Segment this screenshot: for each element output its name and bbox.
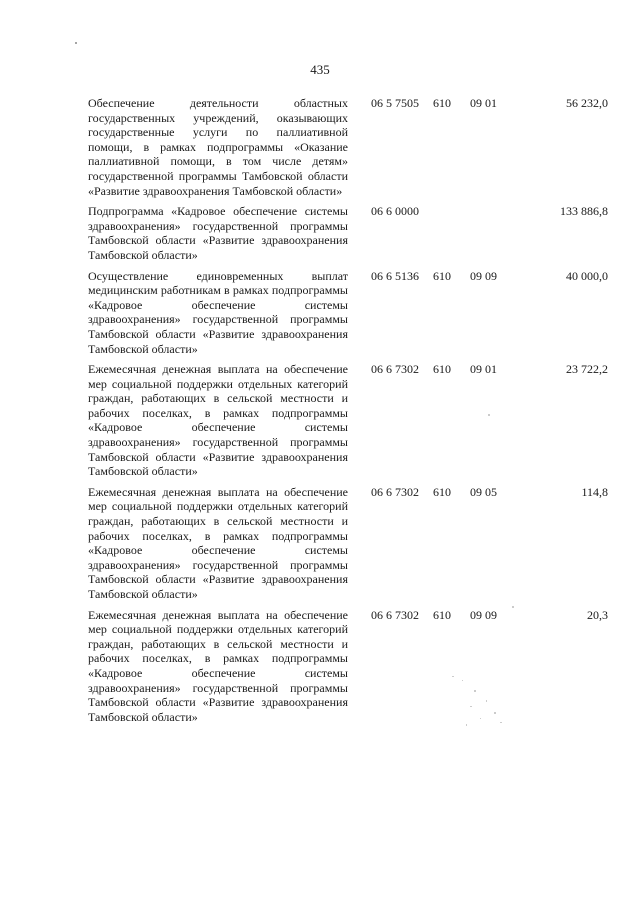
row-amount: 133 886,8: [560, 204, 608, 219]
table-row: [88, 362, 608, 479]
row-amount: 20,3: [587, 607, 608, 622]
scan-noise-dot: [462, 680, 463, 681]
scan-noise-dot: [452, 676, 454, 677]
row-target-code: 06 6 7302: [371, 362, 419, 377]
scan-speck: [75, 42, 77, 44]
row-section: 09 01: [470, 96, 497, 110]
scan-noise-dot: [488, 414, 490, 416]
table-row: [88, 96, 608, 198]
scan-noise-dot: [474, 690, 476, 692]
table-row: [88, 485, 608, 602]
budget-table: [88, 96, 608, 730]
table-row: [88, 204, 608, 262]
page-number: 435: [310, 62, 330, 77]
row-amount: 56 232,0: [566, 96, 608, 110]
row-description: Ежемесячная денежная выплата на обеспечение мер социальной поддержки отдельных категорий граждан, работающих в сельской местности и рабочих поселках, в рамках подпрограммы «Кадровое обеспечение системы здравоохранения» государственной программы Тамбовской области «Развитие здравоохранения Тамбовской области»: [88, 607, 348, 724]
row-section: 09 05: [470, 484, 497, 499]
row-expense-type: 610: [433, 484, 451, 499]
row-description: Ежемесячная денежная выплата на обеспечение мер социальной поддержки отдельных категорий граждан, работающих в сельской местности и рабочих поселках, в рамках подпрограммы «Кадровое обеспечение системы здравоохранения» государственной программы Тамбовской области «Развитие здравоохранения Тамбовской области»: [88, 484, 348, 601]
row-amount: 114,8: [581, 484, 608, 499]
table-row: [88, 608, 608, 725]
table-row: [88, 269, 608, 357]
row-amount: 23 722,2: [566, 362, 608, 377]
row-target-code: 06 6 7302: [371, 607, 419, 622]
scan-noise-dot: [466, 724, 467, 726]
row-expense-type: 610: [433, 362, 451, 377]
row-description: Подпрограмма «Кадровое обеспечение системы здравоохранения» государственной программы Тамбовской области «Развитие здравоохранения Тамбовской области»: [88, 204, 348, 262]
scan-noise-dot: [470, 706, 472, 707]
scan-noise-dot: [500, 722, 502, 723]
row-expense-type: 610: [433, 96, 451, 110]
row-section: 09 09: [470, 268, 497, 283]
scan-noise-dot: [480, 718, 481, 719]
row-description: Осуществление единовременных выплат медицинским работникам в рамках подпрограммы «Кадровое обеспечение системы здравоохранения» государственной программы Тамбовской области «Развитие здравоохранения Тамбовской области»: [88, 268, 348, 356]
row-section: 09 09: [470, 607, 497, 622]
row-target-code: 06 6 7302: [371, 484, 419, 499]
row-description: Обеспечение деятельности областных государственных учреждений, оказывающих государственные услуги по паллиативной помощи, в рамках подпрограммы «Оказание паллиативной помощи, в том числе детям» государственной программы Тамбовской области «Развитие здравоохранения Тамбовской области»: [88, 96, 348, 198]
scan-noise-dot: [512, 606, 514, 608]
row-target-code: 06 6 0000: [371, 204, 419, 219]
row-target-code: 06 5 7505: [371, 96, 419, 110]
row-expense-type: 610: [433, 268, 451, 283]
row-section: 09 01: [470, 362, 497, 377]
row-description: Ежемесячная денежная выплата на обеспечение мер социальной поддержки отдельных категорий граждан, работающих в сельской местности и рабочих поселках, в рамках подпрограммы «Кадровое обеспечение системы здравоохранения» государственной программы Тамбовской области «Развитие здравоохранения Тамбовской области»: [88, 362, 348, 479]
scan-noise-dot: [494, 712, 496, 714]
row-target-code: 06 6 5136: [371, 268, 419, 283]
row-expense-type: 610: [433, 607, 451, 622]
row-amount: 40 000,0: [566, 268, 608, 283]
scan-noise-dot: [486, 700, 487, 702]
